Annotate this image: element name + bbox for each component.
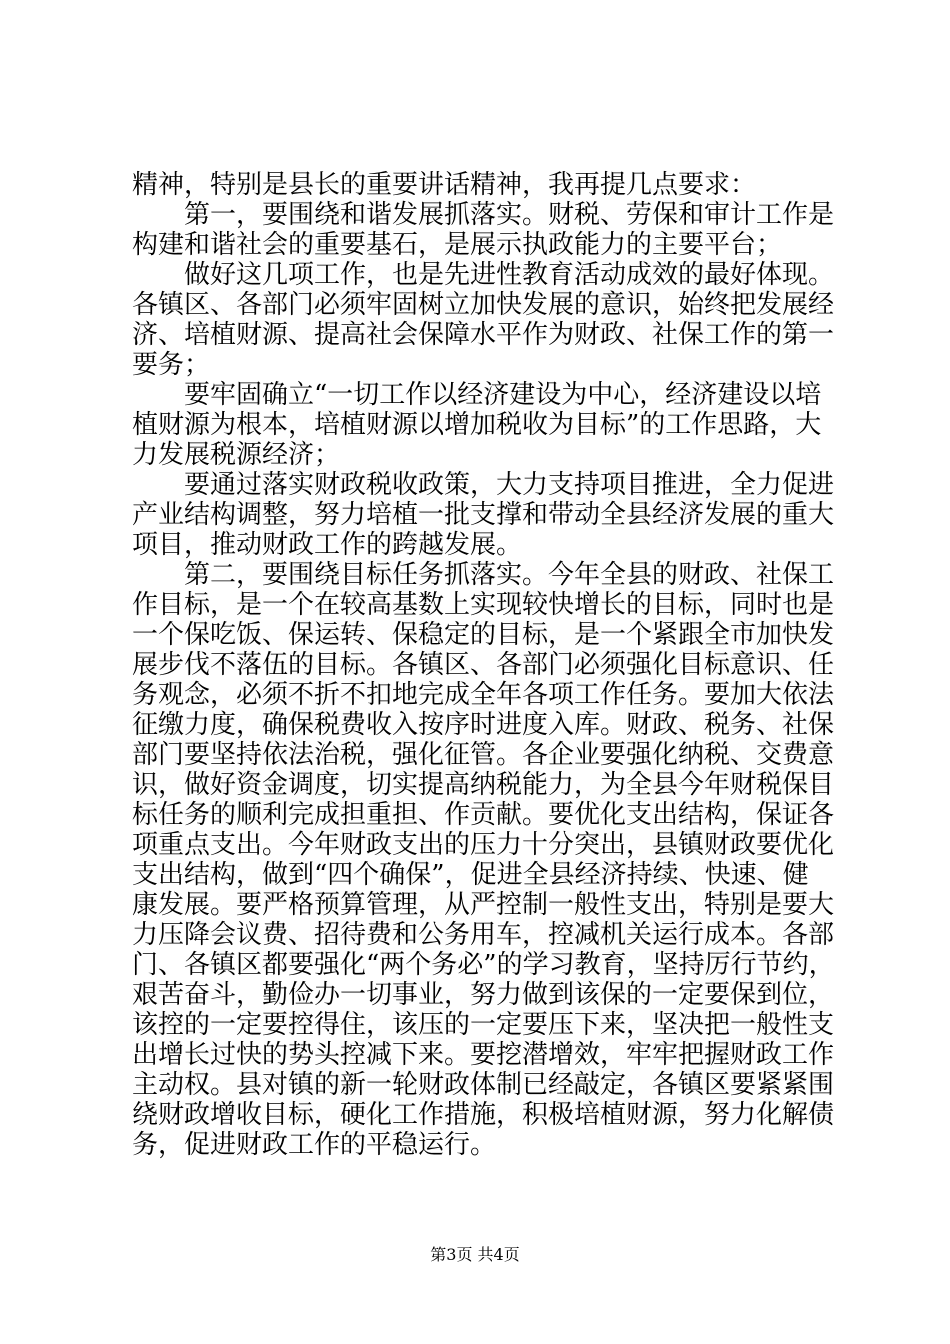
text-line: 标任务的顺利完成担重担、作贡献。要优化支出结构，保证各 (132, 800, 835, 830)
text-line: 济、培植财源、提高社会保障水平作为财政、社保工作的第一 (132, 320, 835, 350)
body-text (132, 170, 835, 1160)
page-number: 第3页 共4页 (430, 1245, 520, 1264)
text-line: 识，做好资金调度，切实提高纳税能力，为全县今年财税保目 (132, 770, 835, 800)
text-line: 主动权。县对镇的新一轮财政体制已经敲定，各镇区要紧紧围 (132, 1070, 835, 1100)
text-line: 务，促进财政工作的平稳运行。 (132, 1130, 497, 1160)
text-line: 做好这几项工作，也是先进性教育活动成效的最好体现。 (132, 260, 835, 290)
text-line: 第一，要围绕和谐发展抓落实。财税、劳保和审计工作是 (132, 200, 835, 230)
text-line: 项目，推动财政工作的跨越发展。 (132, 530, 523, 560)
text-line: 康发展。要严格预算管理，从严控制一般性支出，特别是要大 (132, 890, 835, 920)
text-line: 支出结构，做到“四个确保”，促进全县经济持续、快速、健 (132, 860, 809, 890)
text-line: 力发展税源经济； (132, 440, 341, 470)
text-line: 各镇区、各部门必须牢固树立加快发展的意识，始终把发展经 (132, 290, 835, 320)
text-line: 植财源为根本，培植财源以增加税收为目标”的工作思路，大 (132, 410, 822, 440)
text-line: 出增长过快的势头控减下来。要挖潜增效，牢牢把握财政工作 (132, 1040, 835, 1070)
text-line: 要牢固确立“一切工作以经济建设为中心，经济建设以培 (132, 380, 822, 410)
text-line: 项重点支出。今年财政支出的压力十分突出，县镇财政要优化 (132, 830, 835, 860)
text-line: 作目标，是一个在较高基数上实现较快增长的目标，同时也是 (132, 590, 835, 620)
text-line: 一个保吃饭、保运转、保稳定的目标，是一个紧跟全市加快发 (132, 620, 835, 650)
text-line: 展步伐不落伍的目标。各镇区、各部门必须强化目标意识、任 (132, 650, 835, 680)
text-line: 产业结构调整，努力培植一批支撑和带动全县经济发展的重大 (132, 500, 835, 530)
text-line: 该控的一定要控得住，该压的一定要压下来，坚决把一般性支 (132, 1010, 835, 1040)
text-line: 精神，特别是县长的重要讲话精神，我再提几点要求： (132, 170, 757, 200)
text-line: 要务； (132, 350, 211, 380)
text-line: 务观念，必须不折不扣地完成全年各项工作任务。要加大依法 (132, 680, 835, 710)
text-line: 第二，要围绕目标任务抓落实。今年全县的财政、社保工 (132, 560, 835, 590)
text-line: 构建和谐社会的重要基石，是展示执政能力的主要平台； (132, 230, 783, 260)
text-line: 门、各镇区都要强化“两个务必”的学习教育，坚持厉行节约， (132, 950, 835, 980)
text-line: 绕财政增收目标，硬化工作措施，积极培植财源，努力化解债 (132, 1100, 835, 1130)
text-line: 部门要坚持依法治税，强化征管。各企业要强化纳税、交费意 (132, 740, 835, 770)
text-line: 力压降会议费、招待费和公务用车，控减机关运行成本。各部 (132, 920, 835, 950)
text-line: 征缴力度，确保税费收入按序时进度入库。财政、税务、社保 (132, 710, 835, 740)
text-line: 艰苦奋斗，勤俭办一切事业，努力做到该保的一定要保到位， (132, 980, 835, 1010)
text-line: 要通过落实财政税收政策，大力支持项目推进，全力促进 (132, 470, 835, 500)
page-footer (0, 1245, 950, 1265)
